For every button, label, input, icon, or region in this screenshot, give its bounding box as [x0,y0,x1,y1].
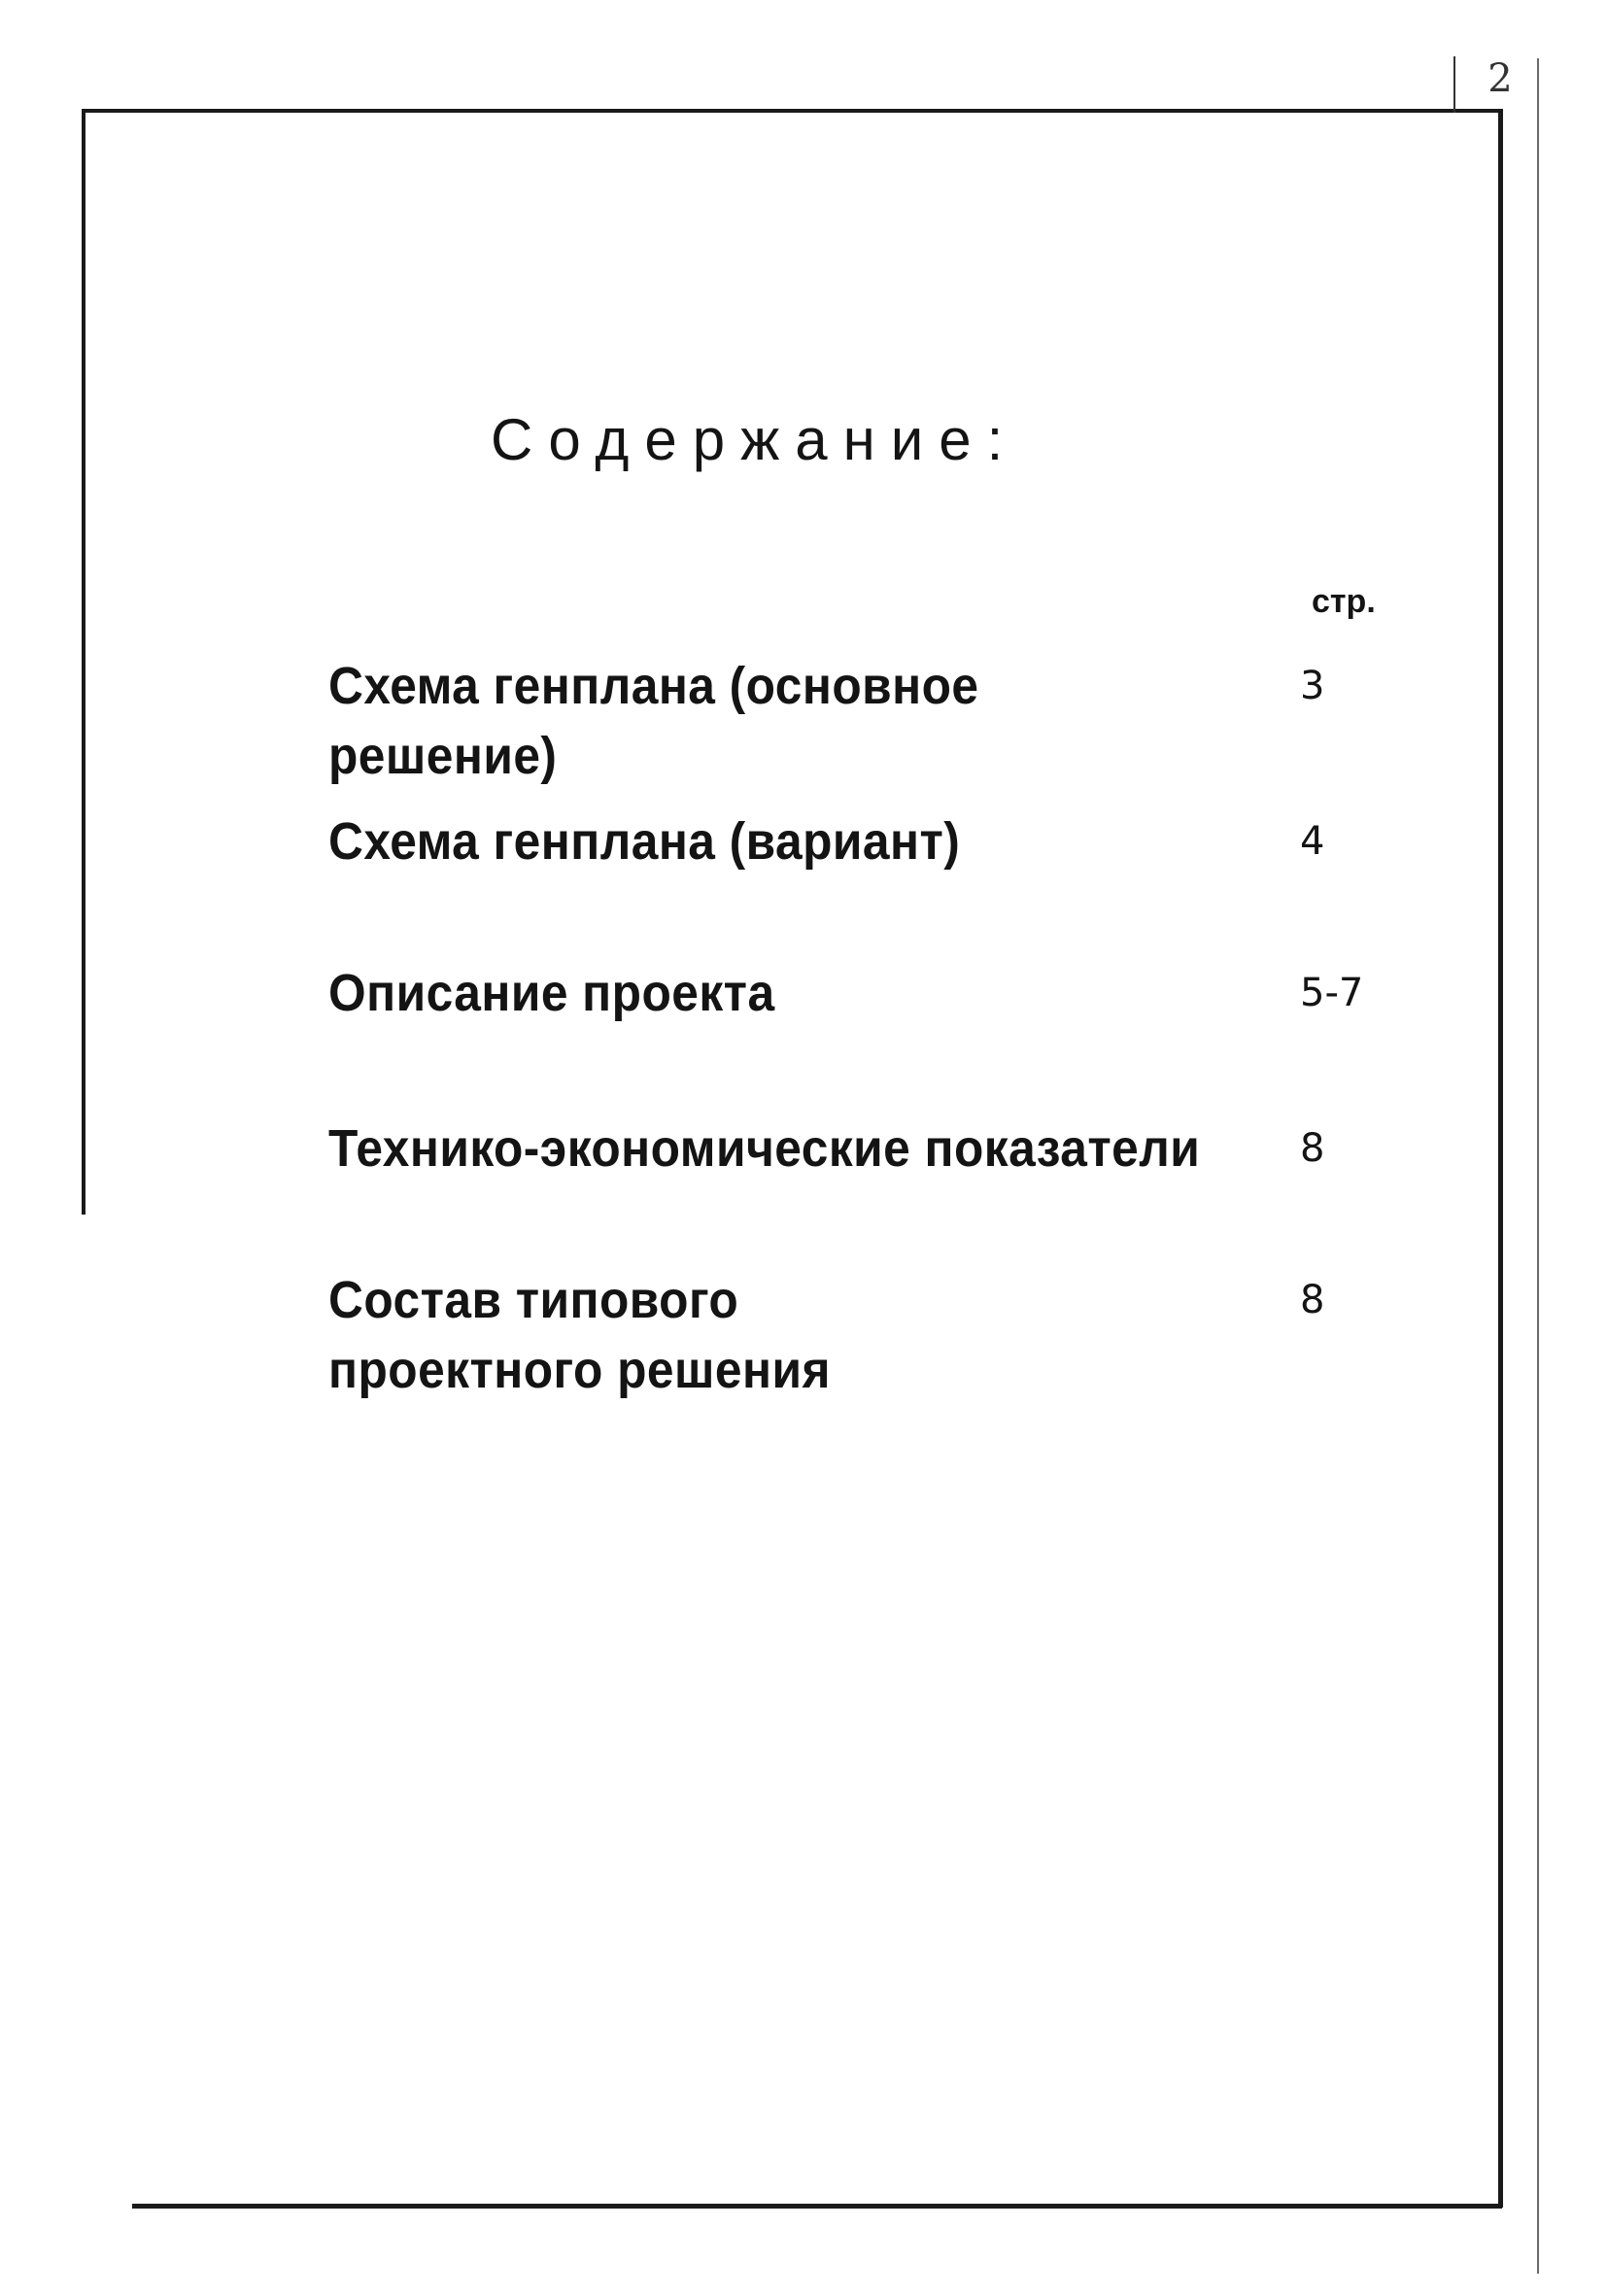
toc-entry-title: Технико-экономические показатели [328,1119,1201,1178]
toc-entry-page: 8 [1300,1126,1325,1171]
sheet-number: 2 [1487,56,1513,101]
toc-entry-page: 4 [1300,819,1325,864]
frame-bottom-border [132,2204,1502,2209]
toc-entry-page: 5-7 [1300,971,1364,1015]
frame-top-border [82,109,1502,113]
sheet-number-box-border [1453,56,1455,113]
toc-entry-page: 8 [1300,1278,1325,1322]
frame-right-border [1498,109,1503,2208]
toc-entry-page: 3 [1300,664,1325,708]
frame-left-border [82,109,85,1215]
toc-entry-title: Описание проекта [328,964,775,1022]
toc-entry-title: Состав типового проектного решения [328,1271,831,1399]
toc-entry-title: Схема генплана (вариант) [328,812,961,871]
page-title: Содержание: [491,407,1019,472]
page-column-header: стр. [1312,583,1376,620]
toc-entry-title: Схема генплана (основное решение) [328,657,979,785]
frame-outer-edge [1537,58,1539,2274]
